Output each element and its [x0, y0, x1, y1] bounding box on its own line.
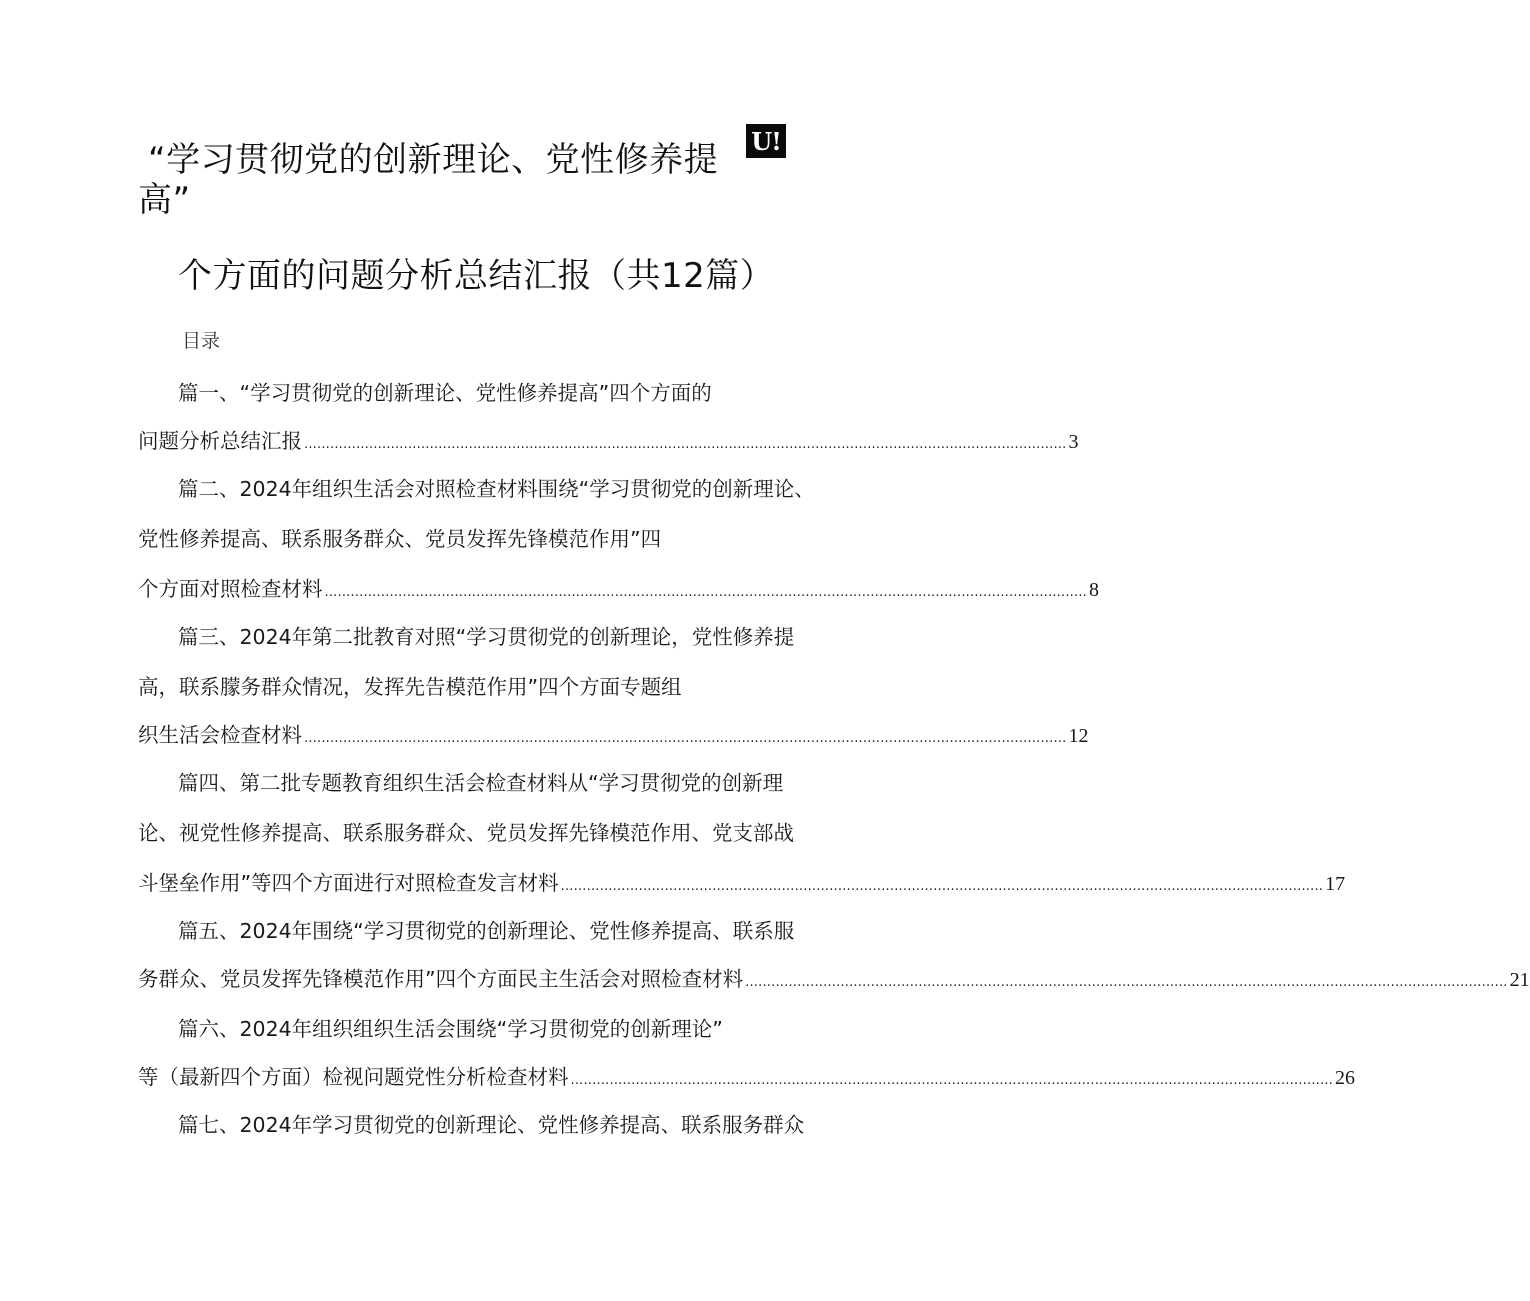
toc-entry-3-text: 织生活会检查材料	[138, 723, 302, 747]
toc-entry-5-last-line[interactable]	[138, 962, 1530, 992]
toc-entry-7-line-1: 篇七、2024年学习贯彻党的创新理论、党性修养提高、联系服务群众	[178, 1113, 805, 1137]
toc-entry-6-text: 等（最新四个方面）检视问题党性分析检查材料	[138, 1065, 569, 1089]
leader-dots: ................................................................................................................................................................................	[560, 879, 1324, 894]
leader-dots: ................................................................................................................................................................................	[324, 585, 1087, 600]
toc-entry-1-last-line[interactable]	[138, 424, 1079, 454]
toc-entry-4-page: 17	[1325, 873, 1346, 895]
document-title-line-1: “学习贯彻党的创新理论、党性修养提	[148, 140, 719, 180]
toc-entry-5-text: 务群众、党员发挥先锋模范作用”四个方面民主生活会对照检查材料	[138, 967, 744, 991]
toc-entry-6-line-1: 篇六、2024年组织组织生活会围绕“学习贯彻党的创新理论”	[178, 1017, 723, 1041]
toc-heading: 目录	[182, 330, 221, 352]
toc-entry-6-page: 26	[1335, 1067, 1355, 1089]
toc-entry-2-text: 个方面对照检查材料	[138, 577, 323, 601]
toc-entry-2-line-1: 篇二、2024年组织生活会对照检查材料围绕“学习贯彻党的创新理论、	[178, 477, 815, 501]
toc-entry-4-line-1: 篇四、第二批专题教育组织生活会检查材料从“学习贯彻党的创新理	[178, 771, 784, 795]
leader-dots: ................................................................................................................................................................................	[745, 975, 1508, 990]
toc-entry-4-last-line[interactable]	[138, 866, 1346, 896]
toc-entry-5-line-1: 篇五、2024年围绕“学习贯彻党的创新理论、党性修养提高、联系服	[178, 919, 795, 943]
toc-entry-3-line-1: 篇三、2024年第二批教育对照“学习贯彻党的创新理论，党性修养提	[178, 625, 795, 649]
leader-dots: ................................................................................................................................................................................	[304, 731, 1067, 746]
toc-entry-2-last-line[interactable]	[138, 572, 1099, 602]
leader-dots: ................................................................................................................................................................................	[304, 437, 1067, 452]
toc-entry-2-page: 8	[1089, 579, 1099, 601]
toc-entry-4-line-2: 论、视党性修养提高、联系服务群众、党员发挥先锋模范作用、党支部战	[138, 821, 794, 845]
toc-entry-3-line-2: 高，联系朦务群众情况，发挥先告模范作用”四个方面专题组	[138, 675, 682, 699]
logo-badge: U!	[746, 124, 786, 158]
leader-dots: ................................................................................................................................................................................	[570, 1073, 1333, 1088]
toc-entry-1-text: 问题分析总结汇报	[138, 429, 302, 453]
toc-entry-3-page: 12	[1068, 725, 1089, 747]
toc-entry-2-line-2: 党性修养提高、联系服务群众、党员发挥先锋模范作用”四	[138, 527, 662, 551]
document-title-line-3: 个方面的问题分析总结汇报（共12篇）	[178, 256, 775, 296]
toc-entry-1-page: 3	[1068, 431, 1079, 453]
toc-entry-1-line-1: 篇一、“学习贯彻党的创新理论、党性修养提高”四个方面的	[178, 381, 712, 405]
toc-entry-5-page: 21	[1509, 969, 1530, 991]
document-title-line-2: 高”	[138, 180, 191, 220]
toc-entry-3-last-line[interactable]	[138, 718, 1089, 748]
toc-entry-6-last-line[interactable]	[138, 1060, 1355, 1090]
toc-entry-4-text: 斗堡垒作用”等四个方面进行对照检查发言材料	[138, 871, 559, 895]
